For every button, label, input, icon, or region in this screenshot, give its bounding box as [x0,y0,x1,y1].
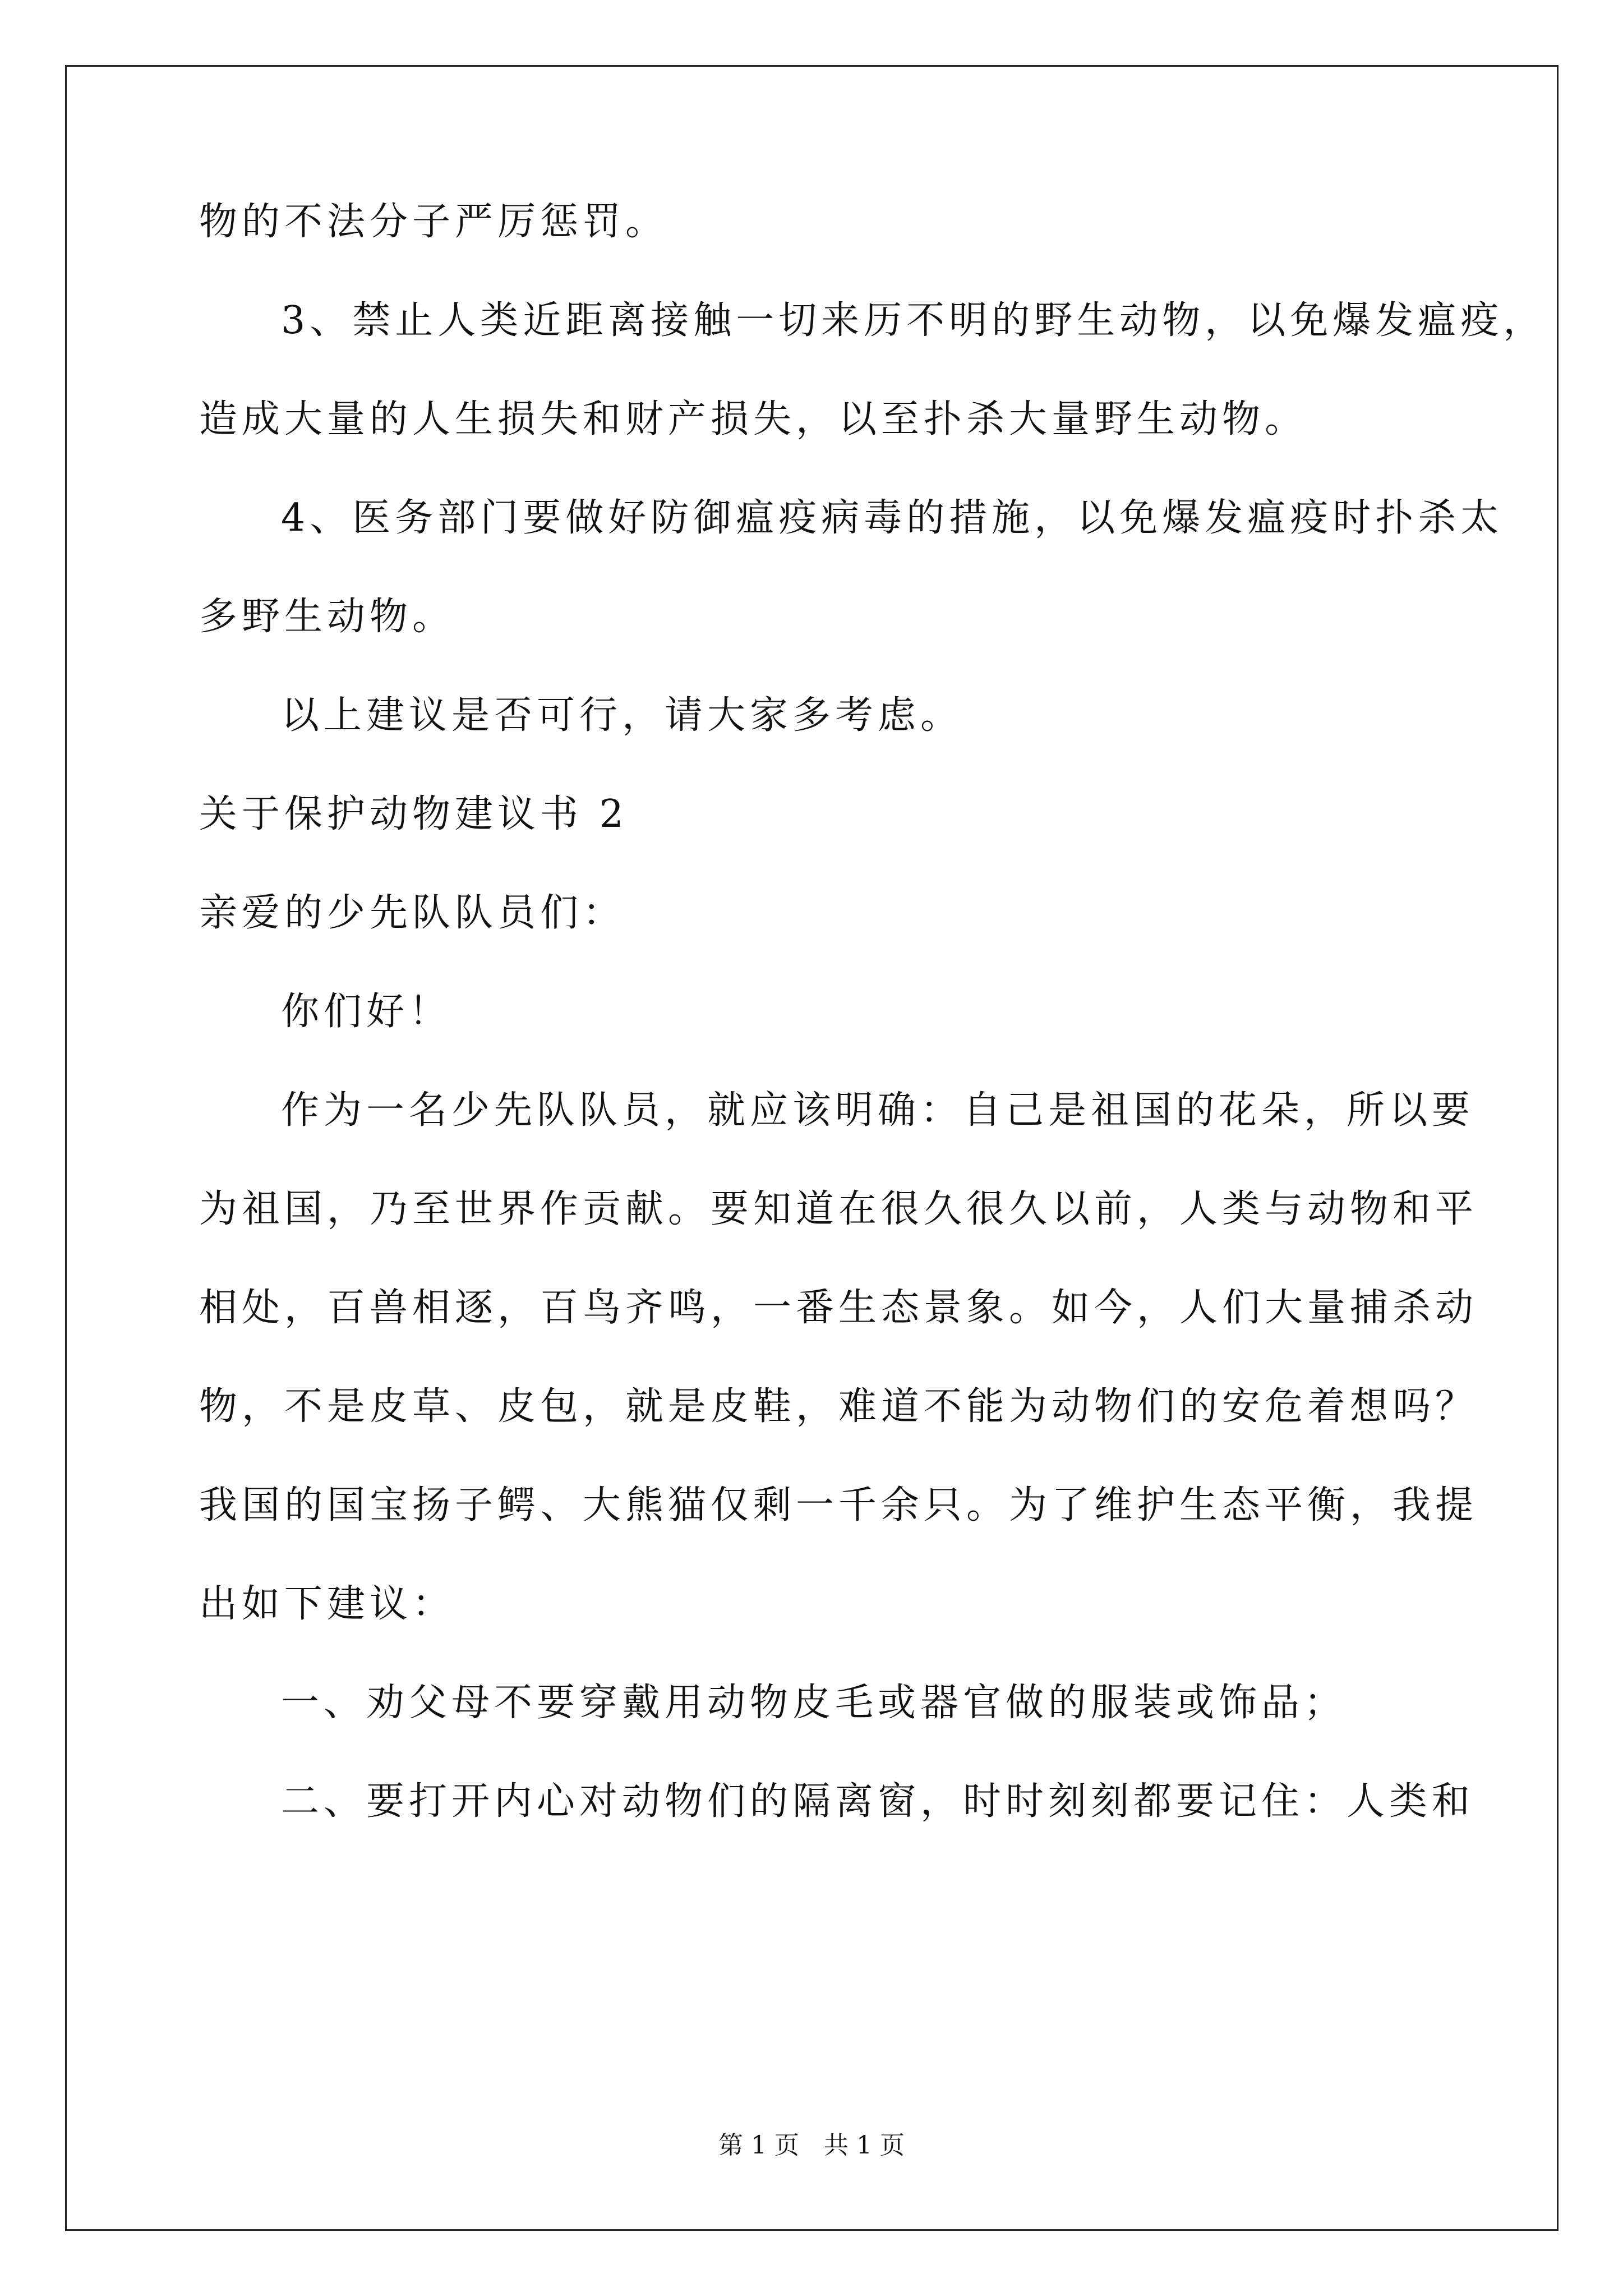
text-line: 物，不是皮草、皮包，就是皮鞋，难道不能为动物们的安危着想吗？ [199,1384,1478,1429]
page-footer: 第 1 页 共 1 页 [718,2131,905,2160]
text-line: 出如下建议： [199,1582,455,1626]
salutation: 亲爱的少先队队员们： [199,891,626,935]
text-line: 物的不法分子严厉惩罚。 [199,200,668,244]
page-border [65,65,1559,2231]
text-line: 相处，百兽相逐，百鸟齐鸣，一番生态景象。如今，人们大量捕杀动 [199,1286,1478,1330]
text-line: 作为一名少先队队员，就应该明确：自己是祖国的花朵，所以要 [281,1088,1475,1133]
text-line: 造成大量的人生损失和财产损失，以至扑杀大量野生动物。 [199,397,1308,441]
text-line: 以上建议是否可行，请大家多考虑。 [281,693,963,738]
text-line: 3、禁止人类近距离接触一切来历不明的野生动物，以免爆发瘟疫， [281,298,1546,343]
greeting: 你们好！ [281,990,452,1034]
text-line: 多野生动物。 [199,595,455,639]
text-line: 我国的国宝扬子鳄、大熊猫仅剩一千余只。为了维护生态平衡，我提 [199,1483,1478,1527]
text-line: 为祖国，乃至世界作贡献。要知道在很久很久以前，人类与动物和平 [199,1187,1478,1231]
text-line: 4、医务部门要做好防御瘟疫病毒的措施，以免爆发瘟疫时扑杀太 [281,496,1504,540]
text-line: 二、要打开内心对动物们的隔离窗，时时刻刻都要记住：人类和 [281,1779,1475,1824]
text-line: 一、劝父母不要穿戴用动物皮毛或器官做的服装或饰品； [281,1681,1347,1725]
section-heading: 关于保护动物建议书 2 [199,792,628,836]
